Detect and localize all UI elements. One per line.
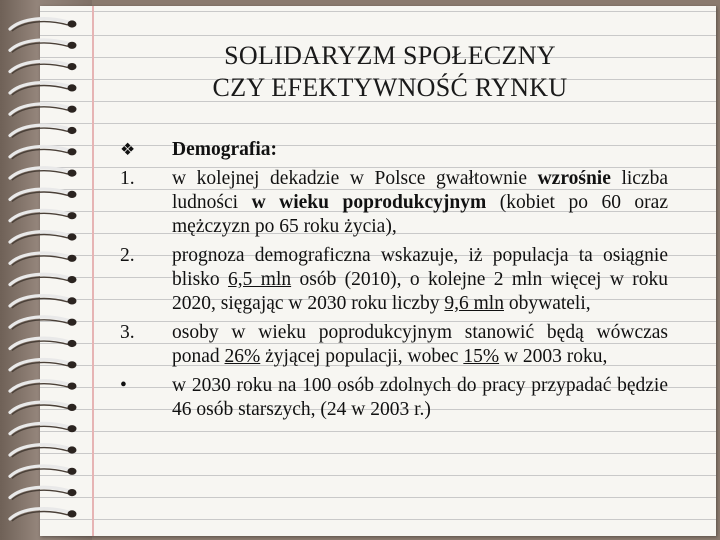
spiral-ring-icon: [10, 296, 77, 308]
spiral-ring-icon: [10, 338, 77, 350]
list-item-3: [112, 321, 668, 369]
spiral-ring-icon: [10, 83, 77, 95]
slide-title: [120, 40, 660, 104]
spiral-ring-icon: [10, 359, 77, 371]
title-line-2: CZY EFEKTYWNOŚĆ RYNKU: [212, 73, 568, 102]
spiral-ring-icon: [10, 402, 77, 414]
spiral-ring-icon: [10, 125, 77, 137]
spiral-ring-icon: [10, 40, 77, 52]
list-item-text: osoby w wieku poprodukcyjnym stanowić będą wówczas ponad 26% żyjącej populacji, wobec 15% w 2003 roku,: [172, 322, 668, 367]
spiral-ring-icon: [10, 445, 77, 457]
list-item-4: [112, 374, 668, 422]
diamond-bullet-icon: ❖: [120, 140, 136, 160]
list-marker: 1.: [120, 168, 135, 189]
list-item-text: w 2030 roku na 100 osób zdolnych do pracy przypadać będzie 46 osób starszych, (24 w 2003 r.): [172, 375, 668, 420]
slide-content: [112, 138, 668, 427]
list-item-2: [112, 244, 668, 316]
list-marker: 2.: [120, 245, 135, 266]
title-line-1: SOLIDARYZM SPOŁECZNY: [224, 41, 556, 70]
spiral-ring-icon: [10, 61, 77, 73]
spiral-ring-icon: [10, 19, 77, 31]
spiral-ring-icon: [10, 274, 77, 286]
list-marker: 3.: [120, 322, 135, 343]
spiral-ring-icon: [10, 146, 77, 158]
heading-item: [112, 138, 668, 162]
spiral-ring-icon: [10, 104, 77, 116]
list-item-1: [112, 167, 668, 239]
margin-line: [92, 6, 94, 536]
spiral-ring-icon: [10, 189, 77, 201]
spiral-ring-icon: [10, 509, 77, 521]
list-item-text: prognoza demograficzna wskazuje, iż populacja ta osiągnie blisko 6,5 mln osób (2010), o kolejne 2 mln więcej w roku 2020, sięgając w 2030 roku liczby 9,6 mln obywateli,: [172, 245, 668, 314]
spiral-ring-icon: [10, 232, 77, 244]
list-item-text: w kolejnej dekadzie w Polsce gwałtownie wzrośnie liczba ludności w wieku poprodukcyjnym (kobiet po 60 oraz mężczyzn po 65 roku życia),: [172, 168, 668, 237]
spiral-ring-icon: [10, 466, 77, 478]
section-heading: Demografia:: [172, 139, 278, 160]
spiral-ring-icon: [10, 487, 77, 499]
spiral-ring-icon: [10, 381, 77, 393]
spiral-binding: [6, 14, 86, 534]
spiral-ring-icon: [10, 317, 77, 329]
spiral-ring-icon: [10, 253, 77, 265]
spiral-ring-icon: [10, 210, 77, 222]
spiral-ring-icon: [10, 168, 77, 180]
bullet-icon: •: [120, 375, 127, 396]
spiral-ring-icon: [10, 423, 77, 435]
